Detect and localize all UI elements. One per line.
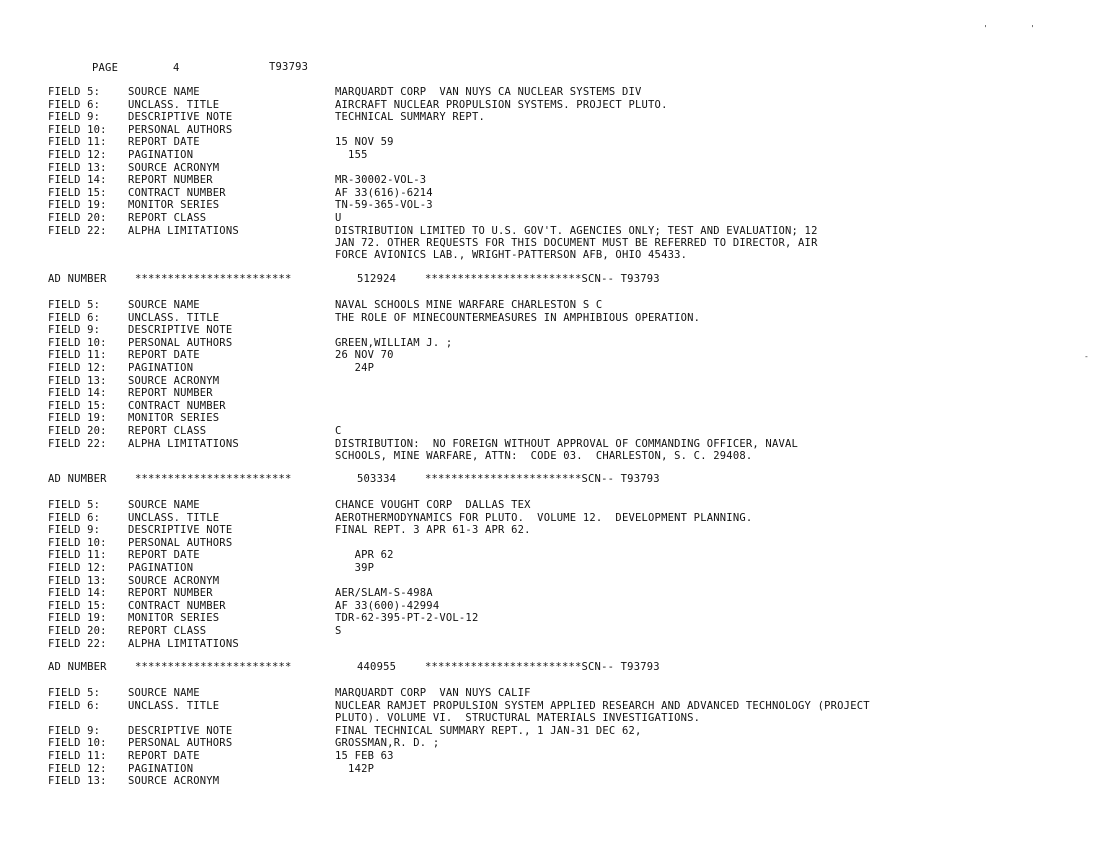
field-value: MARQUARDT CORP VAN NUYS CA NUCLEAR SYSTEMS DIV	[335, 86, 642, 98]
field-row	[48, 638, 1048, 651]
field-value: 26 NOV 70	[335, 349, 394, 362]
field-name: PAGINATION	[128, 361, 194, 374]
field-name: PAGINATION	[128, 762, 194, 775]
field-row	[48, 499, 1048, 512]
field-code: FIELD 13:	[48, 161, 107, 174]
field-code: FIELD 14:	[48, 174, 107, 187]
field-value: 24P	[335, 361, 375, 374]
field-name: ALPHA LIMITATIONS	[128, 637, 239, 650]
field-row	[48, 162, 1048, 175]
field-row	[48, 725, 1048, 738]
field-name: PERSONAL AUTHORS	[128, 123, 233, 136]
field-row	[48, 412, 1048, 425]
field-code: FIELD 22:	[48, 437, 107, 450]
field-name: UNCLASS. TITLE	[128, 98, 220, 111]
field-row	[48, 763, 1048, 776]
page-label: PAGE	[92, 62, 119, 74]
field-name: CONTRACT NUMBER	[128, 599, 226, 612]
scan-speck: '	[1030, 24, 1036, 33]
ad-number-label: AD NUMBER	[48, 473, 107, 485]
field-value: TDR-62-395-PT-2-VOL-12	[335, 612, 479, 625]
field-name: PERSONAL AUTHORS	[128, 336, 233, 349]
field-name: REPORT CLASS	[128, 424, 207, 437]
record-block	[48, 299, 1048, 463]
field-code: FIELD 14:	[48, 387, 107, 400]
field-row	[48, 149, 1048, 162]
field-name: DESCRIPTIVE NOTE	[128, 724, 233, 737]
field-code: FIELD 6:	[48, 98, 101, 111]
field-row	[48, 199, 1048, 212]
field-name: ALPHA LIMITATIONS	[128, 437, 239, 450]
field-value: AF 33(616)-6214	[335, 186, 433, 199]
field-row	[48, 187, 1048, 200]
field-name: MONITOR SERIES	[128, 412, 220, 425]
field-name: REPORT NUMBER	[128, 587, 213, 600]
field-code: FIELD 9:	[48, 524, 101, 537]
field-name: SOURCE NAME	[128, 499, 200, 511]
field-row	[48, 438, 1048, 463]
field-code: FIELD 12:	[48, 762, 107, 775]
field-code: FIELD 20:	[48, 624, 107, 637]
record-block	[48, 499, 1048, 650]
field-row	[48, 124, 1048, 137]
field-row	[48, 174, 1048, 187]
field-code: FIELD 6:	[48, 511, 101, 524]
field-code: FIELD 12:	[48, 561, 107, 574]
field-code: FIELD 13:	[48, 574, 107, 587]
field-code: FIELD 20:	[48, 424, 107, 437]
field-name: ALPHA LIMITATIONS	[128, 224, 239, 237]
ad-stars-right: ************************SCN-- T93793	[425, 273, 660, 285]
field-name: MONITOR SERIES	[128, 199, 220, 212]
ad-number-label: AD NUMBER	[48, 273, 107, 285]
field-row	[48, 575, 1048, 588]
field-name: UNCLASS. TITLE	[128, 699, 220, 712]
field-name: REPORT NUMBER	[128, 387, 213, 400]
field-code: FIELD 10:	[48, 737, 107, 750]
field-row	[48, 375, 1048, 388]
field-code: FIELD 11:	[48, 349, 107, 362]
field-row	[48, 587, 1048, 600]
record-block	[48, 86, 1048, 262]
field-row	[48, 86, 1048, 99]
record-block	[48, 687, 1048, 788]
field-name: PAGINATION	[128, 148, 194, 161]
ad-number-line	[48, 273, 1048, 286]
field-value: DISTRIBUTION: NO FOREIGN WITHOUT APPROVAL OF COMMANDING OFFICER, NAVAL SCHOOLS, MINE WARFARE, ATTN: CODE 03. CHARLESTON, S. C. 29408.	[335, 437, 799, 462]
field-name: PERSONAL AUTHORS	[128, 737, 233, 750]
field-code: FIELD 15:	[48, 186, 107, 199]
field-code: FIELD 19:	[48, 612, 107, 625]
field-code: FIELD 13:	[48, 374, 107, 387]
field-value: FINAL REPT. 3 APR 61-3 APR 62.	[335, 524, 531, 537]
field-value: 15 NOV 59	[335, 136, 394, 149]
field-value: APR 62	[335, 549, 394, 562]
field-value: CHANCE VOUGHT CORP DALLAS TEX	[335, 499, 531, 511]
field-row	[48, 775, 1048, 788]
field-name: UNCLASS. TITLE	[128, 311, 220, 324]
field-code: FIELD 9:	[48, 111, 101, 124]
field-code: FIELD 22:	[48, 224, 107, 237]
field-name: SOURCE ACRONYM	[128, 161, 220, 174]
scan-speck: -	[1084, 352, 1090, 361]
field-row	[48, 524, 1048, 537]
field-name: DESCRIPTIVE NOTE	[128, 111, 233, 124]
field-code: FIELD 14:	[48, 587, 107, 600]
ad-stars-left: ************************	[135, 661, 292, 673]
field-name: DESCRIPTIVE NOTE	[128, 524, 233, 537]
field-code: FIELD 9:	[48, 324, 101, 337]
field-row	[48, 750, 1048, 763]
field-row	[48, 549, 1048, 562]
field-code: FIELD 15:	[48, 399, 107, 412]
field-name: REPORT DATE	[128, 749, 200, 762]
field-name: CONTRACT NUMBER	[128, 186, 226, 199]
ad-number-line	[48, 473, 1048, 486]
field-value: U	[335, 211, 342, 224]
field-name: SOURCE NAME	[128, 86, 200, 98]
field-code: FIELD 19:	[48, 199, 107, 212]
ad-number-value: 503334	[357, 473, 397, 485]
field-name: SOURCE NAME	[128, 687, 200, 699]
field-row	[48, 512, 1048, 525]
field-value: GREEN,WILLIAM J. ;	[335, 336, 453, 349]
document-id: T93793	[269, 61, 309, 73]
field-value: C	[335, 424, 342, 437]
field-value: MARQUARDT CORP VAN NUYS CALIF	[335, 687, 531, 699]
field-name: REPORT CLASS	[128, 624, 207, 637]
ad-stars-right: ************************SCN-- T93793	[425, 661, 660, 673]
field-name: CONTRACT NUMBER	[128, 399, 226, 412]
field-name: PERSONAL AUTHORS	[128, 536, 233, 549]
field-value: AER/SLAM-S-498A	[335, 587, 433, 600]
field-value: MR-30002-VOL-3	[335, 174, 427, 187]
field-name: SOURCE NAME	[128, 299, 200, 311]
field-value: AIRCRAFT NUCLEAR PROPULSION SYSTEMS. PROJECT PLUTO.	[335, 98, 668, 111]
field-value: THE ROLE OF MINECOUNTERMEASURES IN AMPHIBIOUS OPERATION.	[335, 311, 701, 324]
field-row	[48, 111, 1048, 124]
field-value: S	[335, 624, 342, 637]
field-code: FIELD 13:	[48, 775, 107, 788]
field-code: FIELD 5:	[48, 499, 101, 511]
field-row	[48, 562, 1048, 575]
ad-stars-left: ************************	[135, 473, 292, 485]
ad-number-line	[48, 661, 1048, 674]
field-code: FIELD 12:	[48, 361, 107, 374]
field-code: FIELD 12:	[48, 148, 107, 161]
field-row	[48, 387, 1048, 400]
field-row	[48, 312, 1048, 325]
field-code: FIELD 5:	[48, 687, 101, 699]
field-name: REPORT CLASS	[128, 211, 207, 224]
field-row	[48, 337, 1048, 350]
scan-speck: '	[983, 24, 989, 33]
field-code: FIELD 6:	[48, 311, 101, 324]
field-code: FIELD 9:	[48, 724, 101, 737]
field-value: TECHNICAL SUMMARY REPT.	[335, 111, 485, 124]
field-name: PAGINATION	[128, 561, 194, 574]
field-row	[48, 362, 1048, 375]
field-value: 155	[335, 148, 368, 161]
field-code: FIELD 10:	[48, 336, 107, 349]
field-value: GROSSMAN,R. D. ;	[335, 737, 440, 750]
field-row	[48, 700, 1048, 725]
field-value: NAVAL SCHOOLS MINE WARFARE CHARLESTON S C	[335, 299, 603, 311]
field-row	[48, 737, 1048, 750]
field-row	[48, 299, 1048, 312]
ad-number-value: 512924	[357, 273, 397, 285]
page-number: 4	[173, 62, 180, 74]
field-value: AEROTHERMODYNAMICS FOR PLUTO. VOLUME 12. DEVELOPMENT PLANNING.	[335, 511, 753, 524]
field-row	[48, 612, 1048, 625]
field-code: FIELD 15:	[48, 599, 107, 612]
field-value: FINAL TECHNICAL SUMMARY REPT., 1 JAN-31 DEC 62,	[335, 724, 642, 737]
field-name: SOURCE ACRONYM	[128, 574, 220, 587]
field-value: 39P	[335, 561, 375, 574]
field-row	[48, 687, 1048, 700]
field-code: FIELD 11:	[48, 549, 107, 562]
field-code: FIELD 5:	[48, 299, 101, 311]
field-row	[48, 225, 1048, 263]
field-row	[48, 600, 1048, 613]
field-row	[48, 349, 1048, 362]
field-code: FIELD 11:	[48, 136, 107, 149]
field-code: FIELD 10:	[48, 536, 107, 549]
field-row	[48, 212, 1048, 225]
field-name: REPORT DATE	[128, 136, 200, 149]
field-value: TN-59-365-VOL-3	[335, 199, 433, 212]
field-code: FIELD 10:	[48, 123, 107, 136]
field-name: UNCLASS. TITLE	[128, 511, 220, 524]
field-code: FIELD 5:	[48, 86, 101, 98]
field-name: SOURCE ACRONYM	[128, 374, 220, 387]
field-row	[48, 324, 1048, 337]
field-row	[48, 136, 1048, 149]
field-row	[48, 425, 1048, 438]
ad-stars-left: ************************	[135, 273, 292, 285]
field-name: REPORT DATE	[128, 349, 200, 362]
field-name: SOURCE ACRONYM	[128, 775, 220, 788]
field-value: 142P	[335, 762, 375, 775]
field-code: FIELD 20:	[48, 211, 107, 224]
field-code: FIELD 19:	[48, 412, 107, 425]
field-value: NUCLEAR RAMJET PROPULSION SYSTEM APPLIED RESEARCH AND ADVANCED TECHNOLOGY (PROJECT PLUTO). VOLUME VI. STRUCTURAL MATERIALS INVESTIGATIONS.	[335, 699, 870, 724]
field-code: FIELD 22:	[48, 637, 107, 650]
ad-stars-right: ************************SCN-- T93793	[425, 473, 660, 485]
field-row	[48, 625, 1048, 638]
field-name: REPORT NUMBER	[128, 174, 213, 187]
field-name: DESCRIPTIVE NOTE	[128, 324, 233, 337]
field-value: AF 33(600)-42994	[335, 599, 440, 612]
field-value: DISTRIBUTION LIMITED TO U.S. GOV'T. AGENCIES ONLY; TEST AND EVALUATION; 12 JAN 72. OTHER REQUESTS FOR THIS DOCUMENT MUST BE REFERRED TO DIRECTOR, AIR FORCE AVIONICS LAB., WRIGHT-PATTERSON AFB, OHIO 45433.	[335, 224, 818, 261]
ad-number-value: 440955	[357, 661, 397, 673]
field-name: REPORT DATE	[128, 549, 200, 562]
field-row	[48, 537, 1048, 550]
field-value: 15 FEB 63	[335, 749, 394, 762]
ad-number-label: AD NUMBER	[48, 661, 107, 673]
field-row	[48, 400, 1048, 413]
field-code: FIELD 6:	[48, 699, 101, 712]
field-name: MONITOR SERIES	[128, 612, 220, 625]
field-row	[48, 99, 1048, 112]
field-code: FIELD 11:	[48, 749, 107, 762]
